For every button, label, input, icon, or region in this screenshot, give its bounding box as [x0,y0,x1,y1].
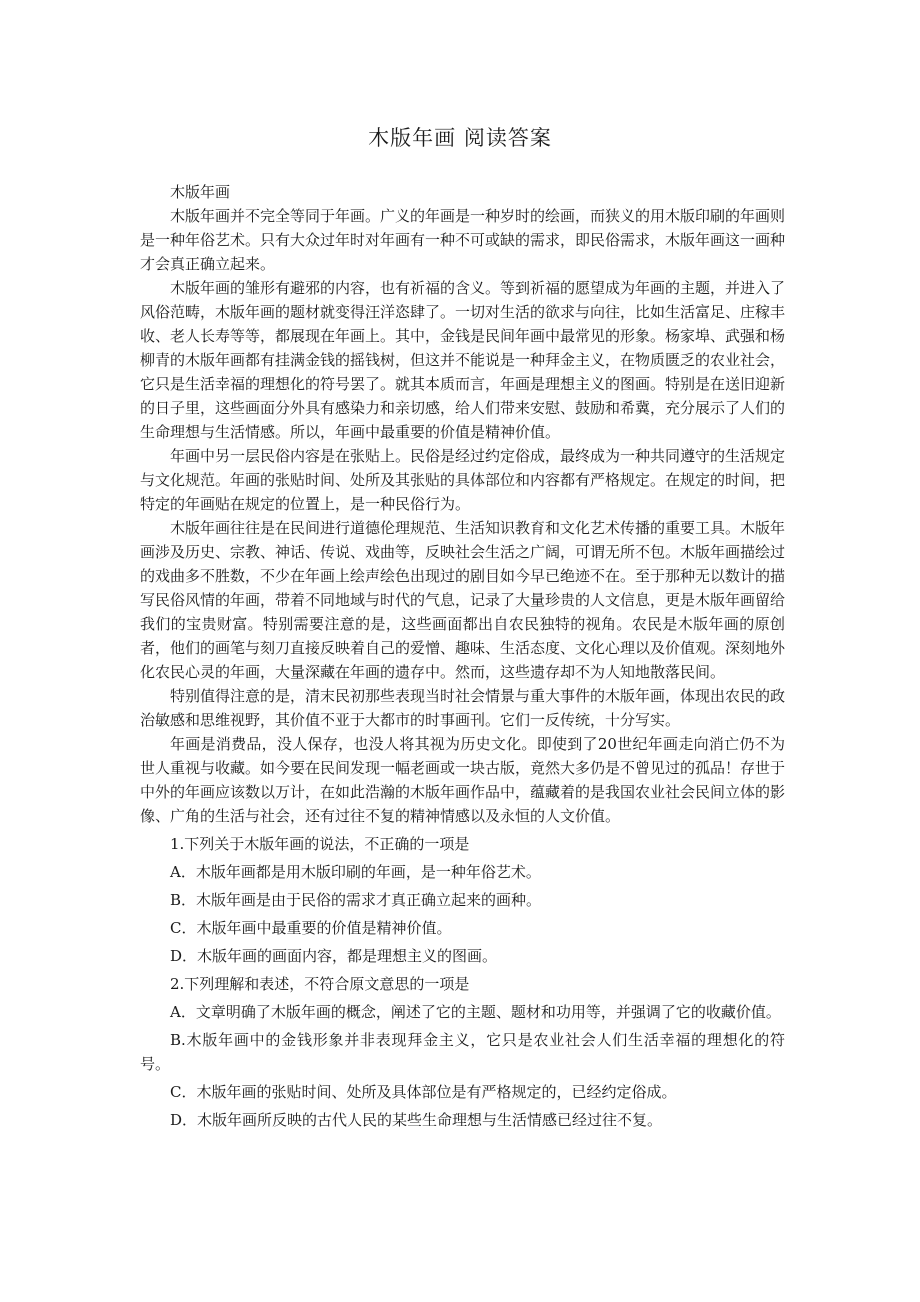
question-1-option-c: C．木版年画中最重要的价值是精神价值。 [170,919,452,937]
question-2-option-b: B.木版年画中的金钱形象并非表现拜金主义，它只是农业社会人们生活幸福的理想化的符号。 [140,1031,785,1073]
question-2-stem: 2.下列理解和表述，不符合原文意思的一项是 [170,975,470,993]
paragraph-6: 年画是消费品，没人保存，也没人将其视为历史文化。即使到了20世纪年画走向消亡仍不为世人重视与收藏。如今要在民间发现一幅老画或一块古版，竟然大多仍是不曾见过的孤品！存世于中外的年画应该数以万计，在如此浩瀚的木版年画作品中，蕴藏着的是我国农业社会民间立体的影像、广角的生活与社会，还有过往不复的精神情感以及永恒的人文价值。 [140,735,786,825]
question-2-option-a: A．文章明确了木版年画的概念，阐述了它的主题、题材和功用等，并强调了它的收藏价值。 [170,1003,781,1021]
question-2-option-d: D．木版年画所反映的古代人民的某些生命理想与生活情感已经过往不复。 [170,1111,663,1129]
question-1-stem: 1.下列关于木版年画的说法，不正确的一项是 [170,835,470,853]
page-title: 木版年画 阅读答案 [368,126,552,150]
paragraph-1: 木版年画并不完全等同于年画。广义的年画是一种岁时的绘画，而狭义的用木版印刷的年画则是一种年俗艺术。只有大众过年时对年画有一种不可或缺的需求，即民俗需求，木版年画这一画种才会真正确立起来。 [140,207,786,273]
paragraph-2: 木版年画的雏形有避邪的内容，也有祈福的含义。等到祈福的愿望成为年画的主题，并进入了风俗范畴，木版年画的题材就变得汪洋恣肆了。一切对生活的欲求与向往，比如生活富足、庄稼丰收、老人长寿等等，都展现在年画上。其中，金钱是民间年画中最常见的形象。杨家埠、武强和杨柳青的木版年画都有挂满金钱的摇钱树，但这并不能说是一种拜金主义，在物质匮乏的农业社会，它只是生活幸福的理想化的符号罢了。就其本质而言，年画是理想主义的图画。特别是在送旧迎新的日子里，这些画面分外具有感染力和亲切感，给人们带来安慰、鼓励和希冀，充分展示了人们的生命理想与生活情感。所以，年画中最重要的价值是精神价值。 [140,279,786,441]
article-subtitle: 木版年画 [170,183,231,201]
paragraph-4: 木版年画往往是在民间进行道德伦理规范、生活知识教育和文化艺术传播的重要工具。木版年画涉及历史、宗教、神话、传说、戏曲等，反映社会生活之广阔，可谓无所不包。木版年画描绘过的戏曲多不胜数，不少在年画上绘声绘色出现过的剧目如今早已绝迹不在。至于那种无以数计的描写民俗风情的年画，带着不同地域与时代的气息，记录了大量珍贵的人文信息，更是木版年画留给我们的宝贵财富。特别需要注意的是，这些画面都出自农民独特的视角。农民是木版年画的原创者，他们的画笔与刻刀直接反映着自己的爱憎、趣味、生活态度、文化心理以及价值观。深刻地外化农民心灵的年画，大量深藏在年画的遗存中。然而，这些遗存却不为人知地散落民间。 [140,519,786,681]
paragraph-3: 年画中另一层民俗内容是在张贴上。民俗是经过约定俗成，最终成为一种共同遵守的生活规定与文化规范。年画的张贴时间、处所及其张贴的具体部位和内容都有严格规定。在规定的时间，把特定的年画贴在规定的位置上，是一种民俗行为。 [140,447,786,513]
article-body [140,180,785,1132]
question-1-option-d: D．木版年画的画面内容，都是理想主义的图画。 [170,947,498,965]
question-1-option-b: B．木版年画是由于民俗的需求才真正确立起来的画种。 [170,891,542,909]
question-1-option-a: A．木版年画都是用木版印刷的年画，是一种年俗艺术。 [170,863,541,881]
question-2-option-c: C．木版年画的张贴时间、处所及具体部位是有严格规定的，已经约定俗成。 [170,1083,677,1101]
paragraph-5: 特别值得注意的是，清末民初那些表现当时社会情景与重大事件的木版年画，体现出农民的政治敏感和思维视野，其价值不亚于大都市的时事画刊。它们一反传统，十分写实。 [140,687,786,729]
